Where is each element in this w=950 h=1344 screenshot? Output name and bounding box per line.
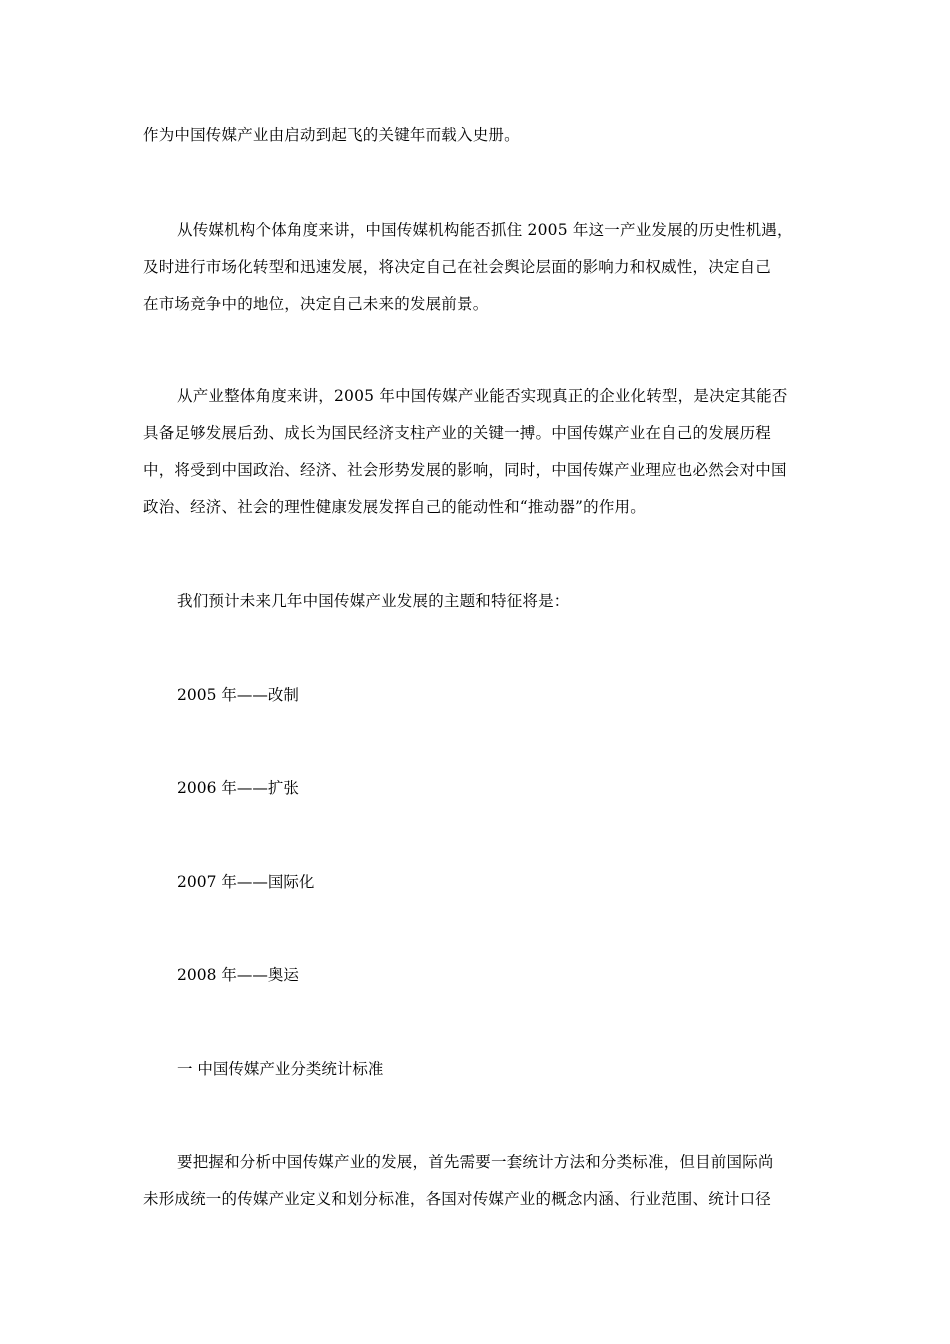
paragraph-line: 具备足够发展后劲、成长为国民经济支柱产业的关键一搏。中国传媒产业在自己的发展历程	[143, 424, 772, 442]
paragraph-line: 要把握和分析中国传媒产业的发展，首先需要一套统计方法和分类标准，但目前国际尚	[177, 1153, 774, 1171]
year-theme-2008: 2008 年——奥运	[177, 966, 299, 984]
year-theme-2006: 2006 年——扩张	[177, 779, 299, 797]
paragraph-line: 未形成统一的传媒产业定义和划分标准，各国对传媒产业的概念内涵、行业范围、统计口径	[143, 1190, 772, 1208]
paragraph-line: 政治、经济、社会的理性健康发展发挥自己的能动性和“推动器”的作用。	[143, 498, 646, 516]
paragraph-line: 我们预计未来几年中国传媒产业发展的主题和特征将是：	[177, 592, 570, 610]
paragraph-continuation	[143, 117, 815, 154]
year-theme-2007: 2007 年——国际化	[177, 873, 315, 891]
paragraph-line: 及时进行市场化转型和迅速发展，将决定自己在社会舆论层面的影响力和权威性，决定自己	[143, 258, 772, 276]
paragraph-line: 作为中国传媒产业由启动到起飞的关键年而载入史册。	[143, 126, 520, 144]
year-theme-2005: 2005 年——改制	[177, 686, 299, 704]
paragraph-industry-perspective	[143, 378, 815, 526]
paragraph-classification	[143, 1144, 815, 1218]
paragraph-line: 从传媒机构个体角度来讲，中国传媒机构能否抓住 2005 年这一产业发展的历史性机遇，	[177, 221, 793, 239]
paragraph-line: 中，将受到中国政治、经济、社会形势发展的影响，同时，中国传媒产业理应也必然会对中国	[143, 461, 787, 479]
paragraph-line: 在市场竞争中的地位，决定自己未来的发展前景。	[143, 295, 489, 313]
paragraph-line: 从产业整体角度来讲，2005 年中国传媒产业能否实现真正的企业化转型，是决定其能否	[177, 387, 788, 405]
paragraph-institution-perspective	[143, 212, 815, 323]
paragraph-forecast-intro	[143, 583, 815, 620]
section-heading: 一 中国传媒产业分类统计标准	[177, 1060, 384, 1078]
